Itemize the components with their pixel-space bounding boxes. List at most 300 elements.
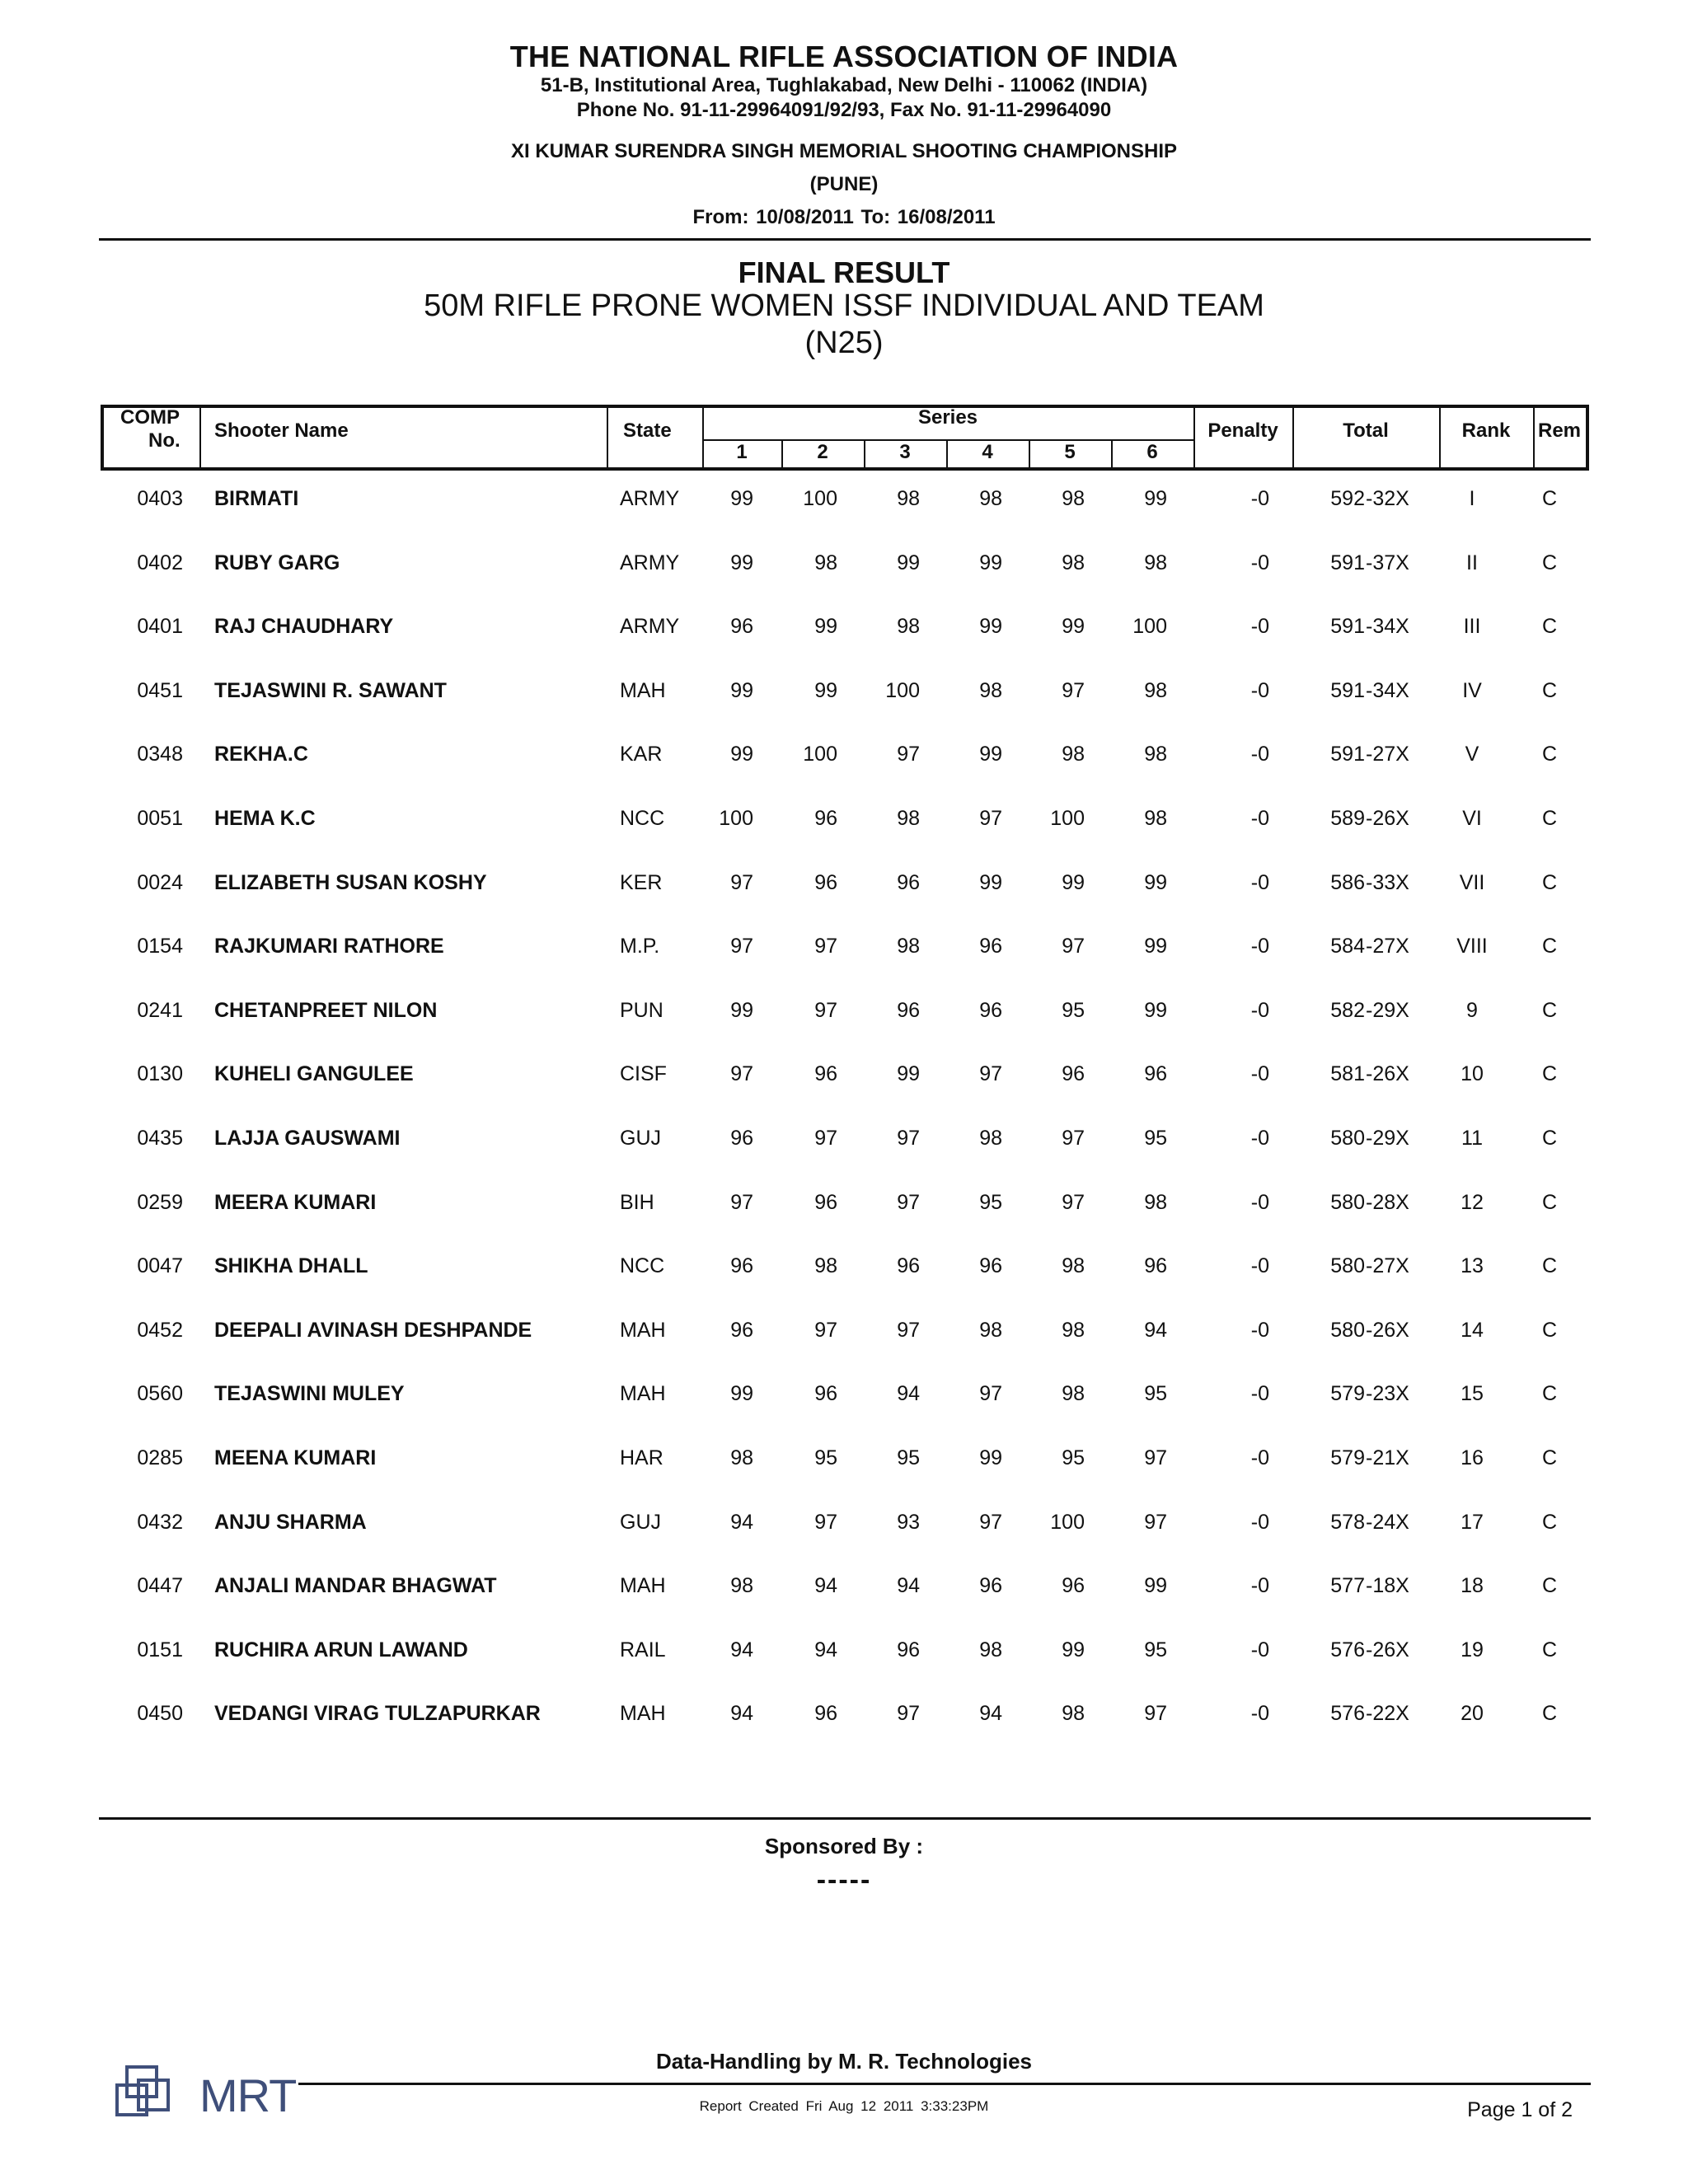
- shooter-name: BIRMATI: [214, 487, 299, 510]
- series-6: 97: [1144, 1511, 1167, 1534]
- state: ARMY: [620, 551, 680, 574]
- series-3: 97: [897, 1191, 920, 1214]
- series-3: 97: [897, 1319, 920, 1342]
- comp-no: 0348: [137, 743, 183, 766]
- comp-no: 0024: [137, 871, 183, 894]
- remark: C: [1541, 1191, 1558, 1214]
- series-5: 95: [1062, 999, 1085, 1022]
- th-series-4: 4: [982, 441, 993, 463]
- series-4: 98: [979, 1638, 1002, 1661]
- series-1: 99: [730, 551, 753, 574]
- x-count: -28X: [1366, 1191, 1409, 1214]
- th-series-1: 1: [736, 441, 748, 463]
- series-6: 98: [1144, 1191, 1167, 1214]
- x-count: -23X: [1366, 1382, 1409, 1405]
- total: 581: [1330, 1062, 1365, 1085]
- series-1: 99: [730, 1382, 753, 1405]
- series-5: 100: [1050, 1511, 1085, 1534]
- championship-dates: From: 10/08/2011 To: 16/08/2011: [692, 206, 996, 228]
- x-count: -24X: [1366, 1511, 1409, 1534]
- comp-no: 0447: [137, 1574, 183, 1597]
- penalty: -0: [1250, 1062, 1269, 1085]
- total: 579: [1330, 1382, 1365, 1405]
- x-count: -26X: [1366, 1638, 1409, 1661]
- state: NCC: [620, 807, 665, 830]
- comp-no: 0401: [137, 615, 183, 638]
- state: GUJ: [620, 1127, 661, 1150]
- rank: 16: [1461, 1446, 1484, 1469]
- series-2: 96: [814, 871, 837, 894]
- penalty: -0: [1250, 1319, 1269, 1342]
- series-3: 100: [885, 679, 920, 702]
- rank: VI: [1462, 807, 1482, 830]
- series-6: 97: [1144, 1446, 1167, 1469]
- table-row: [0, 738, 1688, 771]
- remark: C: [1541, 679, 1558, 702]
- table-header: [101, 405, 1589, 471]
- remark: C: [1541, 1319, 1558, 1342]
- shooter-name: KUHELI GANGULEE: [214, 1062, 414, 1085]
- remark: C: [1541, 1574, 1558, 1597]
- footer-divider: [99, 1817, 1591, 1820]
- series-1: 99: [730, 743, 753, 766]
- remark: C: [1541, 1446, 1558, 1469]
- result-title: FINAL RESULT: [738, 255, 950, 289]
- series-6: 95: [1144, 1382, 1167, 1405]
- series-1: 97: [730, 871, 753, 894]
- series-2: 94: [814, 1574, 837, 1597]
- remark: C: [1541, 551, 1558, 574]
- series-1: 97: [730, 1062, 753, 1085]
- series-5: 96: [1062, 1062, 1085, 1085]
- series-4: 98: [979, 1319, 1002, 1342]
- rank: VII: [1459, 871, 1485, 894]
- comp-no: 0259: [137, 1191, 183, 1214]
- state: KAR: [620, 743, 663, 766]
- series-1: 96: [730, 1254, 753, 1277]
- remark: C: [1541, 1254, 1558, 1277]
- th-series-5: 5: [1064, 441, 1076, 463]
- table-row: [0, 1186, 1688, 1219]
- series-5: 97: [1062, 1191, 1085, 1214]
- table-row: [0, 930, 1688, 963]
- remark: C: [1541, 1062, 1558, 1085]
- series-5: 98: [1062, 1382, 1085, 1405]
- rank: VIII: [1456, 935, 1488, 958]
- series-2: 96: [814, 1191, 837, 1214]
- penalty: -0: [1250, 935, 1269, 958]
- org-phone-fax: Phone No. 91-11-29964091/92/93, Fax No. 91-11-29964090: [576, 99, 1112, 121]
- series-4: 99: [979, 743, 1002, 766]
- comp-no: 0452: [137, 1319, 183, 1342]
- x-count: -34X: [1366, 679, 1409, 702]
- total: 580: [1330, 1254, 1365, 1277]
- x-count: -26X: [1366, 807, 1409, 830]
- series-2: 97: [814, 935, 837, 958]
- series-1: 99: [730, 999, 753, 1022]
- total: 576: [1330, 1638, 1365, 1661]
- th-rem: Rem: [1537, 419, 1582, 442]
- total: 589: [1330, 807, 1365, 830]
- remark: C: [1541, 487, 1558, 510]
- shooter-name: RUBY GARG: [214, 551, 340, 574]
- shooter-name: LAJJA GAUSWAMI: [214, 1127, 401, 1150]
- table-row: [0, 1569, 1688, 1602]
- total: 584: [1330, 935, 1365, 958]
- remark: C: [1541, 1511, 1558, 1534]
- remark: C: [1541, 935, 1558, 958]
- state: MAH: [620, 1382, 666, 1405]
- total: 578: [1330, 1511, 1365, 1534]
- th-comp: COMP: [120, 406, 180, 429]
- shooter-name: VEDANGI VIRAG TULZAPURKAR: [214, 1702, 541, 1725]
- state: GUJ: [620, 1511, 661, 1534]
- penalty: -0: [1250, 807, 1269, 830]
- shooter-name: HEMA K.C: [214, 807, 316, 830]
- series-2: 97: [814, 999, 837, 1022]
- state: HAR: [620, 1446, 663, 1469]
- series-1: 99: [730, 679, 753, 702]
- state: PUN: [620, 999, 663, 1022]
- shooter-name: TEJASWINI MULEY: [214, 1382, 405, 1405]
- series-1: 94: [730, 1638, 753, 1661]
- comp-no: 0130: [137, 1062, 183, 1085]
- series-1: 100: [719, 807, 753, 830]
- penalty: -0: [1250, 487, 1269, 510]
- series-2: 96: [814, 807, 837, 830]
- series-3: 98: [897, 935, 920, 958]
- series-1: 97: [730, 1191, 753, 1214]
- comp-no: 0435: [137, 1127, 183, 1150]
- th-series-3: 3: [899, 441, 911, 463]
- series-3: 94: [897, 1574, 920, 1597]
- series-3: 96: [897, 871, 920, 894]
- series-1: 99: [730, 487, 753, 510]
- comp-no: 0154: [137, 935, 183, 958]
- championship-city: (PUNE): [809, 173, 879, 195]
- series-2: 99: [814, 615, 837, 638]
- series-2: 96: [814, 1702, 837, 1725]
- series-2: 99: [814, 679, 837, 702]
- shooter-name: TEJASWINI R. SAWANT: [214, 679, 447, 702]
- table-row: [0, 994, 1688, 1027]
- series-4: 97: [979, 807, 1002, 830]
- series-6: 100: [1132, 615, 1167, 638]
- shooter-name: REKHA.C: [214, 743, 308, 766]
- series-1: 96: [730, 1127, 753, 1150]
- state: RAIL: [620, 1638, 666, 1661]
- page-number: Page 1 of 2: [1467, 2098, 1573, 2121]
- series-2: 95: [814, 1446, 837, 1469]
- table-row: [0, 1697, 1688, 1730]
- series-5: 98: [1062, 1702, 1085, 1725]
- total: 576: [1330, 1702, 1365, 1725]
- series-3: 97: [897, 1702, 920, 1725]
- series-5: 97: [1062, 679, 1085, 702]
- state: MAH: [620, 1702, 666, 1725]
- state: MAH: [620, 1574, 666, 1597]
- mrt-logo-text: MRT: [199, 2069, 297, 2121]
- rank: V: [1465, 743, 1479, 766]
- sponsored-by-label: Sponsored By :: [764, 1834, 924, 1858]
- series-2: 97: [814, 1127, 837, 1150]
- total: 591: [1330, 615, 1365, 638]
- table-row: [0, 802, 1688, 835]
- championship-title: XI KUMAR SURENDRA SINGH MEMORIAL SHOOTING CHAMPIONSHIP: [510, 140, 1178, 162]
- rank: 18: [1461, 1574, 1484, 1597]
- penalty: -0: [1250, 1254, 1269, 1277]
- series-4: 97: [979, 1382, 1002, 1405]
- series-6: 98: [1144, 551, 1167, 574]
- rank: 17: [1461, 1511, 1484, 1534]
- sponsor-name: -----: [816, 1864, 872, 1896]
- footer-line: [298, 2083, 1591, 2085]
- data-handling-credit: Data-Handling by M. R. Technologies: [656, 2049, 1032, 2074]
- series-1: 94: [730, 1702, 753, 1725]
- remark: C: [1541, 807, 1558, 830]
- comp-no: 0403: [137, 487, 183, 510]
- shooter-name: DEEPALI AVINASH DESHPANDE: [214, 1319, 532, 1342]
- shooter-name: MEERA KUMARI: [214, 1191, 377, 1214]
- series-6: 99: [1144, 487, 1167, 510]
- table-row: [0, 1633, 1688, 1666]
- x-count: -26X: [1366, 1319, 1409, 1342]
- th-rank: Rank: [1461, 419, 1511, 442]
- total: 582: [1330, 999, 1365, 1022]
- shooter-name: RUCHIRA ARUN LAWAND: [214, 1638, 468, 1661]
- table-row: [0, 866, 1688, 899]
- penalty: -0: [1250, 1511, 1269, 1534]
- rank: II: [1466, 551, 1478, 574]
- series-1: 96: [730, 1319, 753, 1342]
- rank: 15: [1461, 1382, 1484, 1405]
- series-5: 96: [1062, 1574, 1085, 1597]
- series-2: 94: [814, 1638, 837, 1661]
- table-row: [0, 1057, 1688, 1090]
- table-row: [0, 1377, 1688, 1410]
- shooter-name: RAJ CHAUDHARY: [214, 615, 394, 638]
- rank: 11: [1461, 1127, 1483, 1150]
- state: BIH: [620, 1191, 654, 1214]
- comp-no: 0241: [137, 999, 183, 1022]
- table-row: [0, 1122, 1688, 1155]
- table-row: [0, 610, 1688, 643]
- series-5: 99: [1062, 871, 1085, 894]
- series-2: 98: [814, 1254, 837, 1277]
- shooter-name: ANJALI MANDAR BHAGWAT: [214, 1574, 497, 1597]
- series-6: 96: [1144, 1254, 1167, 1277]
- total: 580: [1330, 1319, 1365, 1342]
- shooter-name: CHETANPREET NILON: [214, 999, 438, 1022]
- x-count: -22X: [1366, 1702, 1409, 1725]
- series-3: 96: [897, 999, 920, 1022]
- table-row: [0, 1441, 1688, 1474]
- series-6: 94: [1144, 1319, 1167, 1342]
- comp-no: 0151: [137, 1638, 183, 1661]
- total: 580: [1330, 1191, 1365, 1214]
- series-5: 97: [1062, 935, 1085, 958]
- comp-no: 0560: [137, 1382, 183, 1405]
- series-3: 96: [897, 1638, 920, 1661]
- total: 591: [1330, 679, 1365, 702]
- series-6: 99: [1144, 935, 1167, 958]
- series-5: 98: [1062, 1254, 1085, 1277]
- total: 591: [1330, 743, 1365, 766]
- th-series: Series: [917, 406, 978, 429]
- penalty: -0: [1250, 999, 1269, 1022]
- series-4: 98: [979, 1127, 1002, 1150]
- total: 577: [1330, 1574, 1365, 1597]
- series-4: 98: [979, 487, 1002, 510]
- th-penalty: Penalty: [1207, 419, 1278, 442]
- series-1: 96: [730, 615, 753, 638]
- series-3: 95: [897, 1446, 920, 1469]
- total: 591: [1330, 551, 1365, 574]
- th-series-2: 2: [817, 441, 828, 463]
- rank: 12: [1461, 1191, 1484, 1214]
- series-3: 99: [897, 551, 920, 574]
- series-3: 98: [897, 487, 920, 510]
- comp-no: 0432: [137, 1511, 183, 1534]
- series-6: 97: [1144, 1702, 1167, 1725]
- x-count: -18X: [1366, 1574, 1409, 1597]
- x-count: -34X: [1366, 615, 1409, 638]
- state: MAH: [620, 1319, 666, 1342]
- org-address: 51-B, Institutional Area, Tughlakabad, New Delhi - 110062 (INDIA): [540, 74, 1148, 96]
- shooter-name: SHIKHA DHALL: [214, 1254, 368, 1277]
- series-4: 99: [979, 615, 1002, 638]
- col-divider: [607, 408, 608, 467]
- shooter-name: ELIZABETH SUSAN KOSHY: [214, 871, 487, 894]
- series-1: 97: [730, 935, 753, 958]
- series-3: 99: [897, 1062, 920, 1085]
- event-name: 50M RIFLE PRONE WOMEN ISSF INDIVIDUAL AND TEAM: [424, 288, 1264, 323]
- rank: 20: [1461, 1702, 1484, 1725]
- series-5: 97: [1062, 1127, 1085, 1150]
- remark: C: [1541, 1127, 1558, 1150]
- shooter-name: RAJKUMARI RATHORE: [214, 935, 444, 958]
- th-total: Total: [1343, 419, 1389, 442]
- state: CISF: [620, 1062, 667, 1085]
- penalty: -0: [1250, 679, 1269, 702]
- series-6: 99: [1144, 871, 1167, 894]
- rank: 19: [1461, 1638, 1484, 1661]
- x-count: -29X: [1366, 1127, 1409, 1150]
- x-count: -33X: [1366, 871, 1409, 894]
- x-count: -21X: [1366, 1446, 1409, 1469]
- series-4: 97: [979, 1511, 1002, 1534]
- remark: C: [1541, 1702, 1558, 1725]
- penalty: -0: [1250, 743, 1269, 766]
- comp-no: 0285: [137, 1446, 183, 1469]
- series-5: 100: [1050, 807, 1085, 830]
- th-state: State: [623, 419, 672, 442]
- remark: C: [1541, 1638, 1558, 1661]
- series-2: 100: [803, 487, 837, 510]
- state: ARMY: [620, 487, 680, 510]
- shooter-name: MEENA KUMARI: [214, 1446, 377, 1469]
- series-4: 96: [979, 1574, 1002, 1597]
- series-5: 98: [1062, 743, 1085, 766]
- series-4: 99: [979, 1446, 1002, 1469]
- x-count: -27X: [1366, 743, 1409, 766]
- series-3: 98: [897, 615, 920, 638]
- rank: 14: [1461, 1319, 1484, 1342]
- state: NCC: [620, 1254, 665, 1277]
- col-divider: [199, 408, 201, 467]
- state: M.P.: [620, 935, 660, 958]
- series-3: 97: [897, 743, 920, 766]
- series-3: 98: [897, 807, 920, 830]
- series-5: 99: [1062, 615, 1085, 638]
- table-row: [0, 546, 1688, 579]
- table-row: [0, 1506, 1688, 1539]
- comp-no: 0051: [137, 807, 183, 830]
- rank: 10: [1461, 1062, 1484, 1085]
- series-4: 96: [979, 935, 1002, 958]
- total: 580: [1330, 1127, 1365, 1150]
- x-count: -27X: [1366, 935, 1409, 958]
- series-4: 99: [979, 871, 1002, 894]
- series-6: 95: [1144, 1127, 1167, 1150]
- comp-no: 0402: [137, 551, 183, 574]
- series-5: 98: [1062, 487, 1085, 510]
- table-row: [0, 482, 1688, 515]
- state: KER: [620, 871, 663, 894]
- series-5: 98: [1062, 551, 1085, 574]
- total: 592: [1330, 487, 1365, 510]
- penalty: -0: [1250, 1574, 1269, 1597]
- rank: I: [1469, 487, 1475, 510]
- penalty: -0: [1250, 1638, 1269, 1661]
- comp-no: 0047: [137, 1254, 183, 1277]
- series-6: 95: [1144, 1638, 1167, 1661]
- rank: IV: [1462, 679, 1482, 702]
- remark: C: [1541, 1382, 1558, 1405]
- series-3: 93: [897, 1511, 920, 1534]
- penalty: -0: [1250, 551, 1269, 574]
- series-5: 99: [1062, 1638, 1085, 1661]
- penalty: -0: [1250, 871, 1269, 894]
- series-6: 99: [1144, 999, 1167, 1022]
- rank: 9: [1466, 999, 1478, 1022]
- series-6: 98: [1144, 679, 1167, 702]
- x-count: -37X: [1366, 551, 1409, 574]
- report-created: Report Created Fri Aug 12 2011 3:33:23PM: [699, 2098, 989, 2114]
- penalty: -0: [1250, 1127, 1269, 1150]
- series-5: 95: [1062, 1446, 1085, 1469]
- series-2: 96: [814, 1382, 837, 1405]
- series-1: 98: [730, 1446, 753, 1469]
- penalty: -0: [1250, 1446, 1269, 1469]
- penalty: -0: [1250, 1702, 1269, 1725]
- state: MAH: [620, 679, 666, 702]
- penalty: -0: [1250, 1382, 1269, 1405]
- series-4: 95: [979, 1191, 1002, 1214]
- series-6: 99: [1144, 1574, 1167, 1597]
- header-divider: [99, 238, 1591, 241]
- series-4: 96: [979, 999, 1002, 1022]
- series-4: 99: [979, 551, 1002, 574]
- series-4: 96: [979, 1254, 1002, 1277]
- x-count: -26X: [1366, 1062, 1409, 1085]
- remark: C: [1541, 743, 1558, 766]
- series-2: 98: [814, 551, 837, 574]
- series-2: 97: [814, 1319, 837, 1342]
- x-count: -27X: [1366, 1254, 1409, 1277]
- remark: C: [1541, 615, 1558, 638]
- comp-no: 0450: [137, 1702, 183, 1725]
